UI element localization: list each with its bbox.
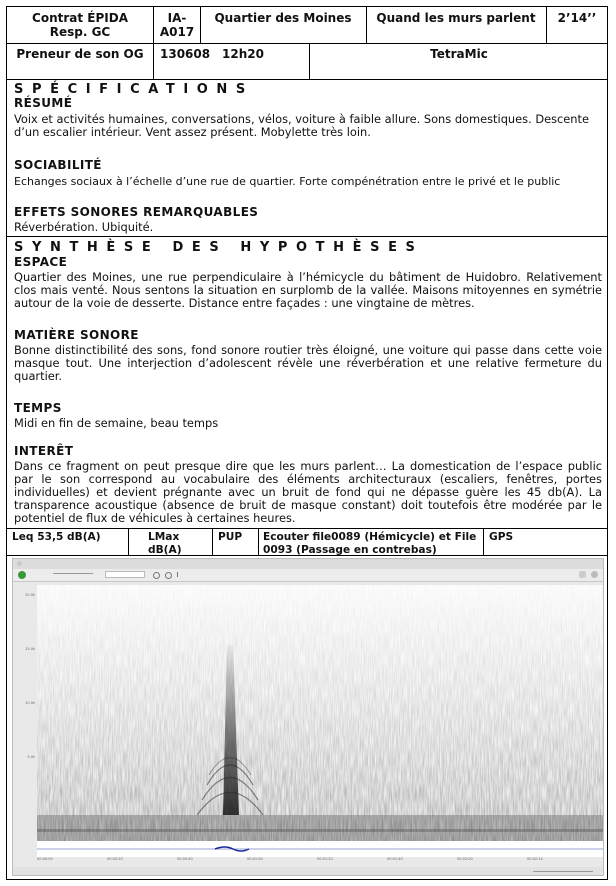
- sociabilite-text: Echanges sociaux à l’échelle d’une rue de quartier. Forte compénétration entre le privé et le public: [14, 175, 561, 188]
- listen-cell: Ecouter file0089 (Hémicycle) et File 0093 (Passage en contrebas): [263, 531, 477, 556]
- zoom-slider[interactable]: [533, 871, 593, 872]
- place-cell: Quartier des Moines: [214, 11, 352, 25]
- gps-cell: GPS: [489, 531, 514, 543]
- effets-title: EFFETS SONORES REMARQUABLES: [14, 205, 259, 219]
- espace-text: Quartier des Moines, une rue perpendiculaire à l’hémicycle du bâtiment de Huidobro. Relativement clos mais venté. Nous sentons la situation en surplomb de la vallée. Maisons mitoyennes en symétrie autour de la voie de desserte. Distance entre façades : une vingtaine de mètres.: [14, 270, 602, 310]
- footer-top-divider: [6, 528, 608, 529]
- duration-cell: 2’14’’: [557, 11, 597, 25]
- code-cell: IA- A017: [159, 11, 195, 39]
- synthese-heading: SYNTHÈSE DES HYPOTHÈSES: [14, 240, 424, 255]
- header-col-divider: [200, 6, 201, 43]
- effets-text: Réverbération. Ubiquité.: [14, 220, 154, 234]
- y-tick: 20.0k: [25, 593, 35, 597]
- x-tick: 00:01:20: [317, 857, 333, 861]
- header-col-divider: [153, 6, 154, 79]
- x-tick: 00:01:40: [387, 857, 403, 861]
- time-cell: 12h20: [222, 47, 264, 61]
- spectrogram-titlebar: [13, 559, 603, 569]
- volume-slider[interactable]: [53, 573, 93, 574]
- resume-text: Voix et activités humaines, conversations, vélos, voiture à faible allure. Sons domestiques. Descente d’un escalier intérieur. Vent assez présent. Mobylette très loin.: [14, 112, 590, 139]
- print-icon[interactable]: [579, 571, 586, 578]
- spectrogram-statusbar: [13, 867, 603, 876]
- temps-text: Midi en fin de semaine, beau temps: [14, 416, 219, 430]
- x-tick: 00:01:00: [247, 857, 263, 861]
- footer-col-divider: [212, 528, 213, 555]
- mic-cell: TetraMic: [430, 47, 488, 61]
- y-tick: 15.0k: [25, 647, 35, 651]
- resume-title: RÉSUMÉ: [14, 96, 73, 110]
- zoom-icon[interactable]: [153, 572, 160, 579]
- footer-col-divider: [483, 528, 484, 555]
- header-col-divider: [366, 6, 367, 43]
- mode-dropdown[interactable]: [105, 571, 145, 578]
- date-cell: 130608: [160, 47, 211, 61]
- sociabilite-title: SOCIABILITÉ: [14, 158, 102, 172]
- pup-cell: PUP: [218, 531, 243, 543]
- temps-title: TEMPS: [14, 401, 62, 415]
- header-divider: [6, 43, 608, 44]
- info-icon[interactable]: [591, 571, 598, 578]
- matiere-text: Bonne distinctibilité des sons, fond sonore routier très éloigné, une voiture qui passe dans cette voie masque tout. Une interjection d’adolescent révèle une réverbération et une relative fermeture du quartier.: [14, 343, 602, 383]
- header-col-divider: [546, 6, 547, 43]
- footer-col-divider: [128, 528, 129, 555]
- espace-title: ESPACE: [14, 255, 68, 269]
- lmax-cell: LMax dB(A): [148, 531, 182, 556]
- interet-text: Dans ce fragment on peut presque dire que les murs parlent… La domestication de l’espace public par le son correspond au vocabulaire des éléments architecturaux (escaliers, fenêtres, portes individuelles) et devient prégnante avec un bruit de fond qui ne dépasse guère les 45 db(A). La transparence acoustique (absence de bruit de masque constant) doit toutefois être modérée par le potentiel de flux de véhicules à certaines heures.: [14, 459, 602, 525]
- x-tick: 00:00:00: [37, 857, 53, 861]
- footer-col-divider: [258, 528, 259, 555]
- operator-cell: Preneur de son OG: [16, 47, 144, 61]
- spectrogram-screenshot: [12, 558, 604, 876]
- x-tick: 00:00:20: [107, 857, 123, 861]
- leq-cell: Leq 53,5 dB(A): [12, 531, 101, 543]
- header-col-divider: [309, 43, 310, 79]
- x-tick: 00:00:40: [177, 857, 193, 861]
- cursor-icon[interactable]: [177, 572, 183, 577]
- title-cell: Quand les murs parlent: [376, 11, 536, 25]
- matiere-title: MATIÈRE SONORE: [14, 328, 139, 342]
- spectrogram-toolbar: [13, 569, 603, 582]
- x-tick: 00:02:14: [527, 857, 543, 861]
- section-divider: [6, 236, 608, 237]
- x-tick: 00:02:00: [457, 857, 473, 861]
- y-tick: 10.0k: [25, 701, 35, 705]
- contract-cell: Contrat ÉPIDA Resp. GC: [32, 11, 128, 39]
- y-tick: 5.0k: [27, 755, 35, 759]
- spectrogram-image: [37, 585, 603, 857]
- specifications-heading: SPÉCIFICATIONS: [14, 82, 254, 97]
- play-icon[interactable]: [18, 571, 26, 579]
- header-bottom-divider: [6, 79, 608, 80]
- interet-title: INTERÊT: [14, 444, 74, 458]
- zoom-out-icon[interactable]: [165, 572, 172, 579]
